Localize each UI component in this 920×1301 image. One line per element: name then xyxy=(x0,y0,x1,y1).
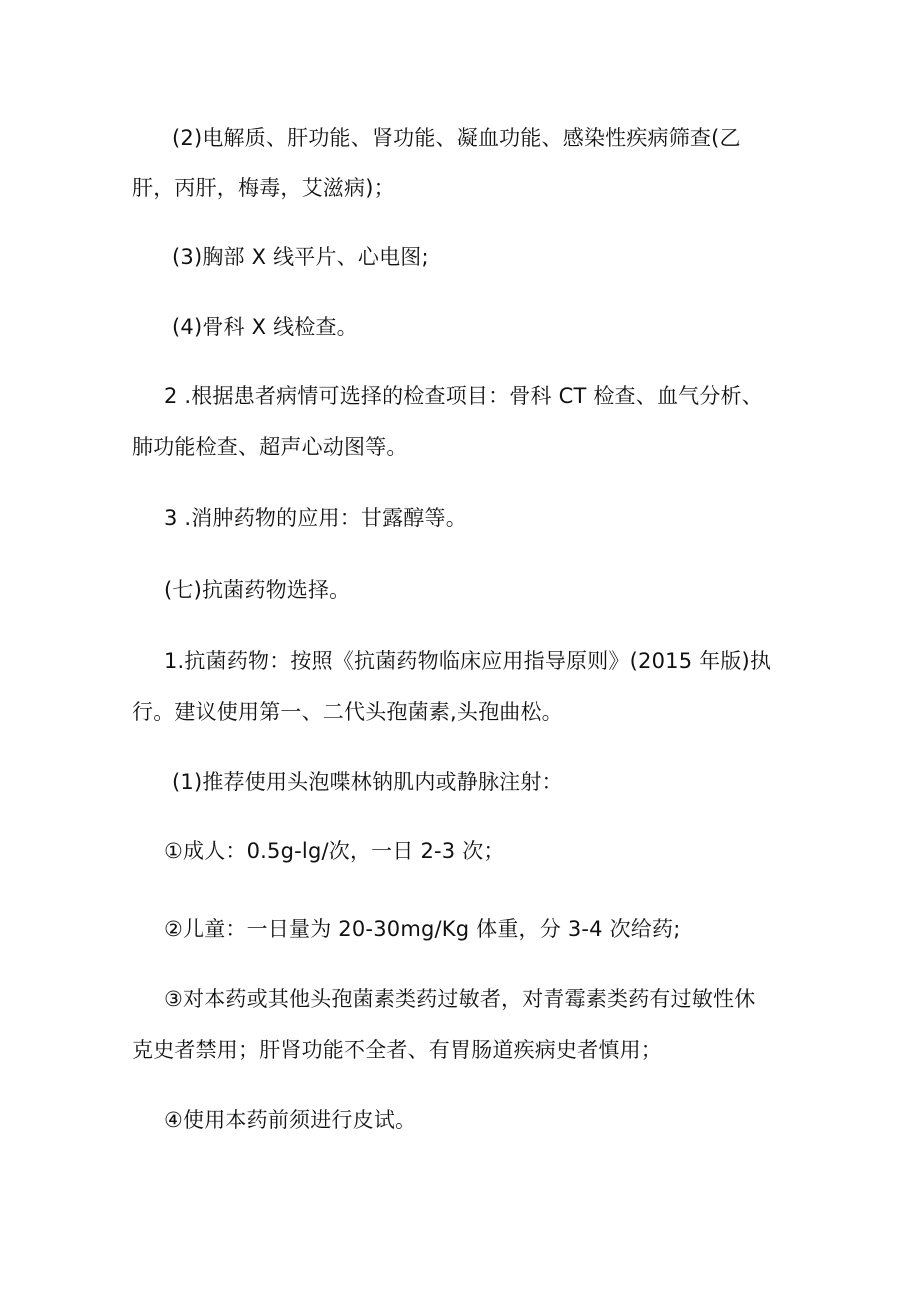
text-line: ③对本药或其他头孢菌素类药过敏者，对青霉素类药有过敏性休 xyxy=(164,987,756,1011)
text-line: 行。建议使用第一、二代头孢菌素,头孢曲松。 xyxy=(132,700,563,724)
text-line: 1.抗菌药物：按照《抗菌药物临床应用指导原则》(2015 年版)执 xyxy=(164,649,772,673)
text-line: 肝，丙肝，梅毒，艾滋病)； xyxy=(132,176,395,200)
section-heading: (七)抗菌药物选择。 xyxy=(164,578,351,602)
text-line: 克史者禁用；肝肾功能不全者、有胃肠道疾病史者慎用； xyxy=(132,1038,662,1062)
text-line: 2 .根据患者病情可选择的检查项目：骨科 CT 检查、血气分析、 xyxy=(164,384,763,408)
text-line: (4)骨科 X 线检查。 xyxy=(172,315,358,339)
text-line: 3 .消肿药物的应用：甘露醇等。 xyxy=(164,506,467,530)
text-line: ②儿童：一日量为 20-30mg/Kg 体重，分 3-4 次给药; xyxy=(164,917,681,941)
text-line: ④使用本药前须进行皮试。 xyxy=(164,1108,417,1132)
text-line: (3)胸部 X 线平片、心电图; xyxy=(172,245,429,269)
text-line: (1)推荐使用头泡喋林钠肌内或静脉注射： xyxy=(172,770,563,794)
text-line: 肺功能检查、超声心动图等。 xyxy=(132,435,408,459)
text-line: ①成人：0.5g-lg/次，一日 2-3 次； xyxy=(164,839,505,863)
text-line: (2)电解质、肝功能、肾功能、凝血功能、感染性疾病筛查(乙 xyxy=(172,126,741,150)
